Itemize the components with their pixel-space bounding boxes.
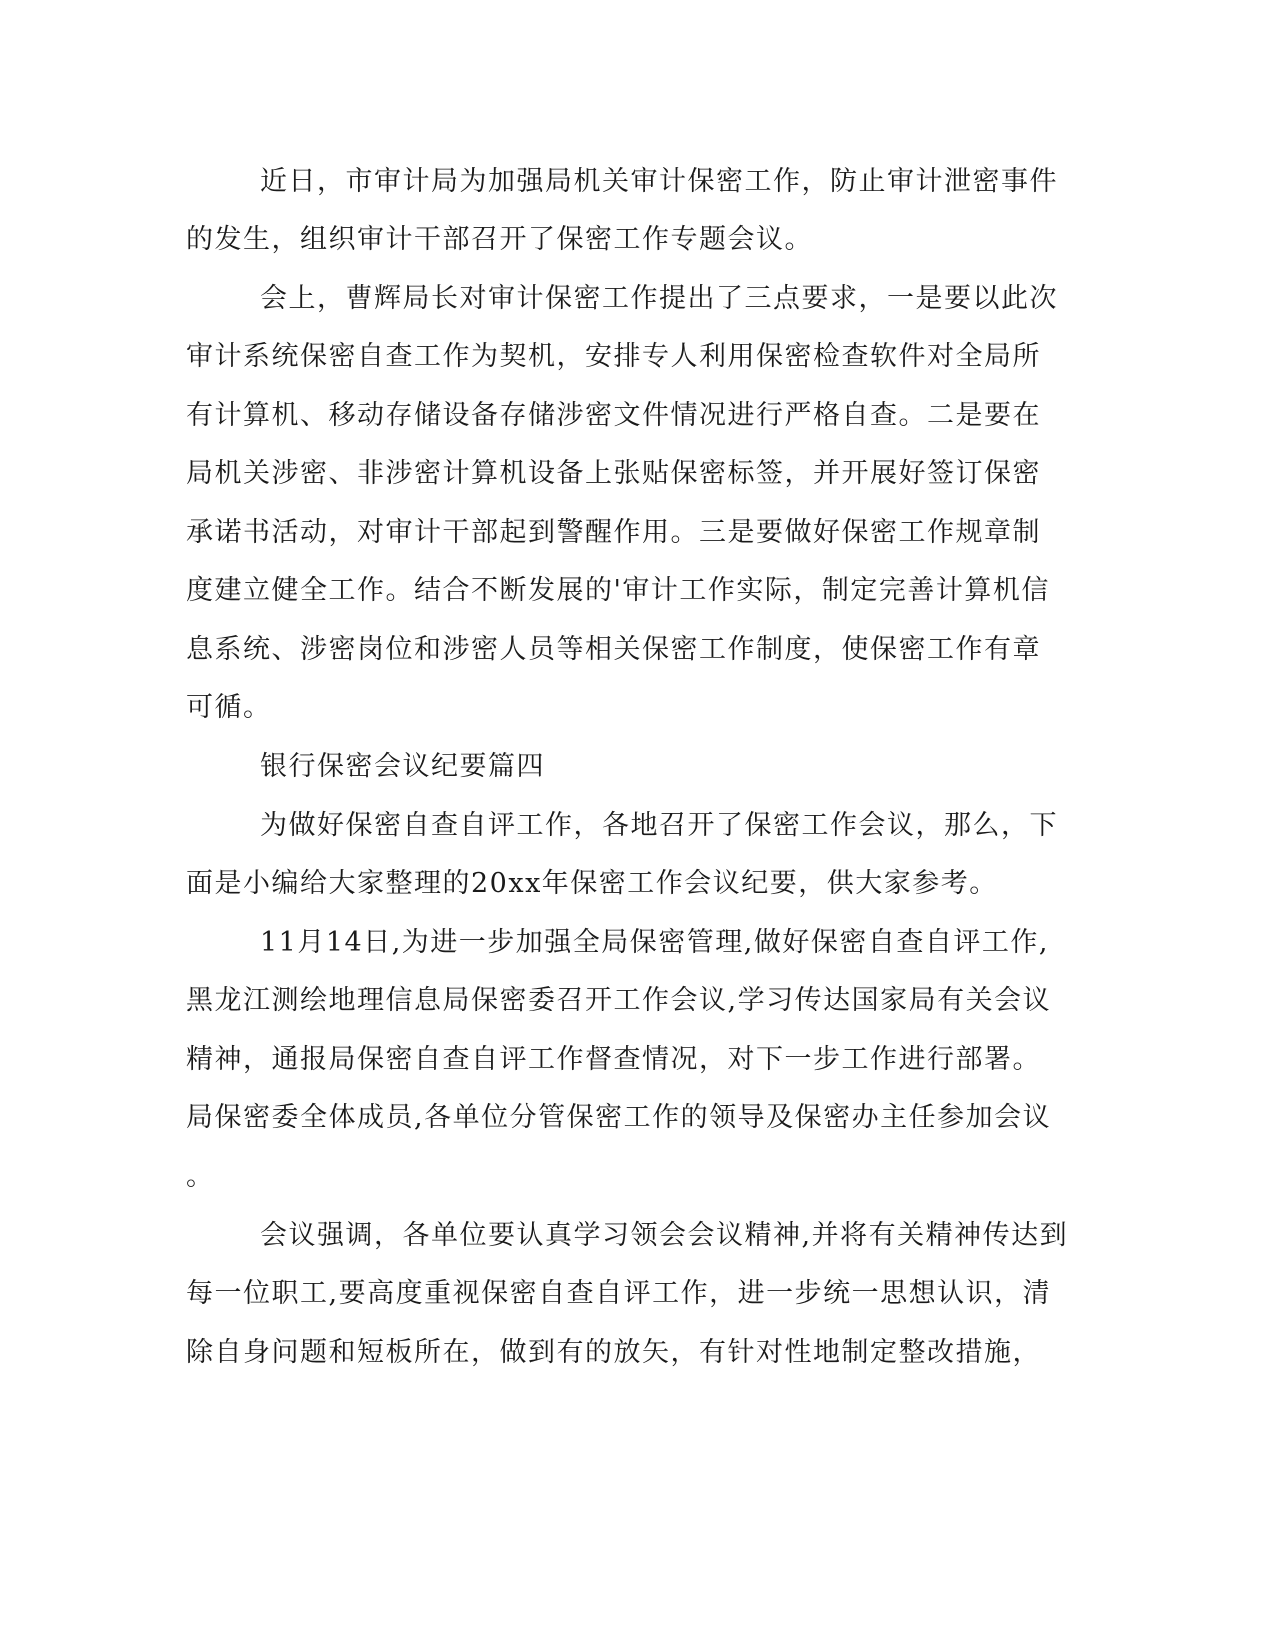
- paragraph-5-line-1: 会议强调，各单位要认真学习领会会议精神,并将有关精神传达到: [260, 1220, 1069, 1251]
- paragraph-4-line-5: 。: [186, 1161, 215, 1192]
- paragraph-3-line-1: 为做好保密自查自评工作，各地召开了保密工作会议，那么，下: [260, 810, 1058, 841]
- paragraph-2-line-8: 可循。: [186, 692, 272, 723]
- paragraph-2-line-5: 承诺书活动，对审计干部起到警醒作用。三是要做好保密工作规章制: [186, 517, 1041, 548]
- paragraph-5-line-2: 每一位职工,要高度重视保密自查自评工作，进一步统一思想认识，清: [186, 1278, 1052, 1309]
- paragraph-1-line-2: 的发生，组织审计干部召开了保密工作专题会议。: [186, 224, 813, 255]
- paragraph-2-line-7: 息系统、涉密岗位和涉密人员等相关保密工作制度，使保密工作有章: [186, 634, 1041, 665]
- paragraph-4-line-1: 11月14日,为进一步加强全局保密管理,做好保密自查自评工作,: [260, 927, 1049, 958]
- paragraph-2-line-2: 审计系统保密自查工作为契机，安排专人利用保密检查软件对全局所: [186, 341, 1041, 372]
- paragraph-1-line-1: 近日，市审计局为加强局机关审计保密工作，防止审计泄密事件: [260, 166, 1058, 197]
- paragraph-4-line-2: 黑龙江测绘地理信息局保密委召开工作会议,学习传达国家局有关会议: [186, 985, 1052, 1016]
- section-heading: 银行保密会议纪要篇四: [260, 751, 545, 782]
- paragraph-4-line-4: 局保密委全体成员,各单位分管保密工作的领导及保密办主任参加会议: [186, 1102, 1052, 1133]
- paragraph-4-line-3: 精神，通报局保密自查自评工作督查情况，对下一步工作进行部署。: [186, 1044, 1041, 1075]
- paragraph-2-line-6: 度建立健全工作。结合不断发展的'审计工作实际，制定完善计算机信: [186, 575, 1050, 606]
- paragraph-2-line-3: 有计算机、移动存储设备存储涉密文件情况进行严格自查。二是要在: [186, 400, 1041, 431]
- paragraph-2-line-1: 会上，曹辉局长对审计保密工作提出了三点要求，一是要以此次: [260, 283, 1058, 314]
- paragraph-3-line-2: 面是小编给大家整理的20xx年保密工作会议纪要，供大家参考。: [186, 868, 998, 899]
- paragraph-5-line-3: 除自身问题和短板所在，做到有的放矢，有针对性地制定整改措施，: [186, 1337, 1041, 1368]
- paragraph-2-line-4: 局机关涉密、非涉密计算机设备上张贴保密标签，并开展好签订保密: [186, 458, 1041, 489]
